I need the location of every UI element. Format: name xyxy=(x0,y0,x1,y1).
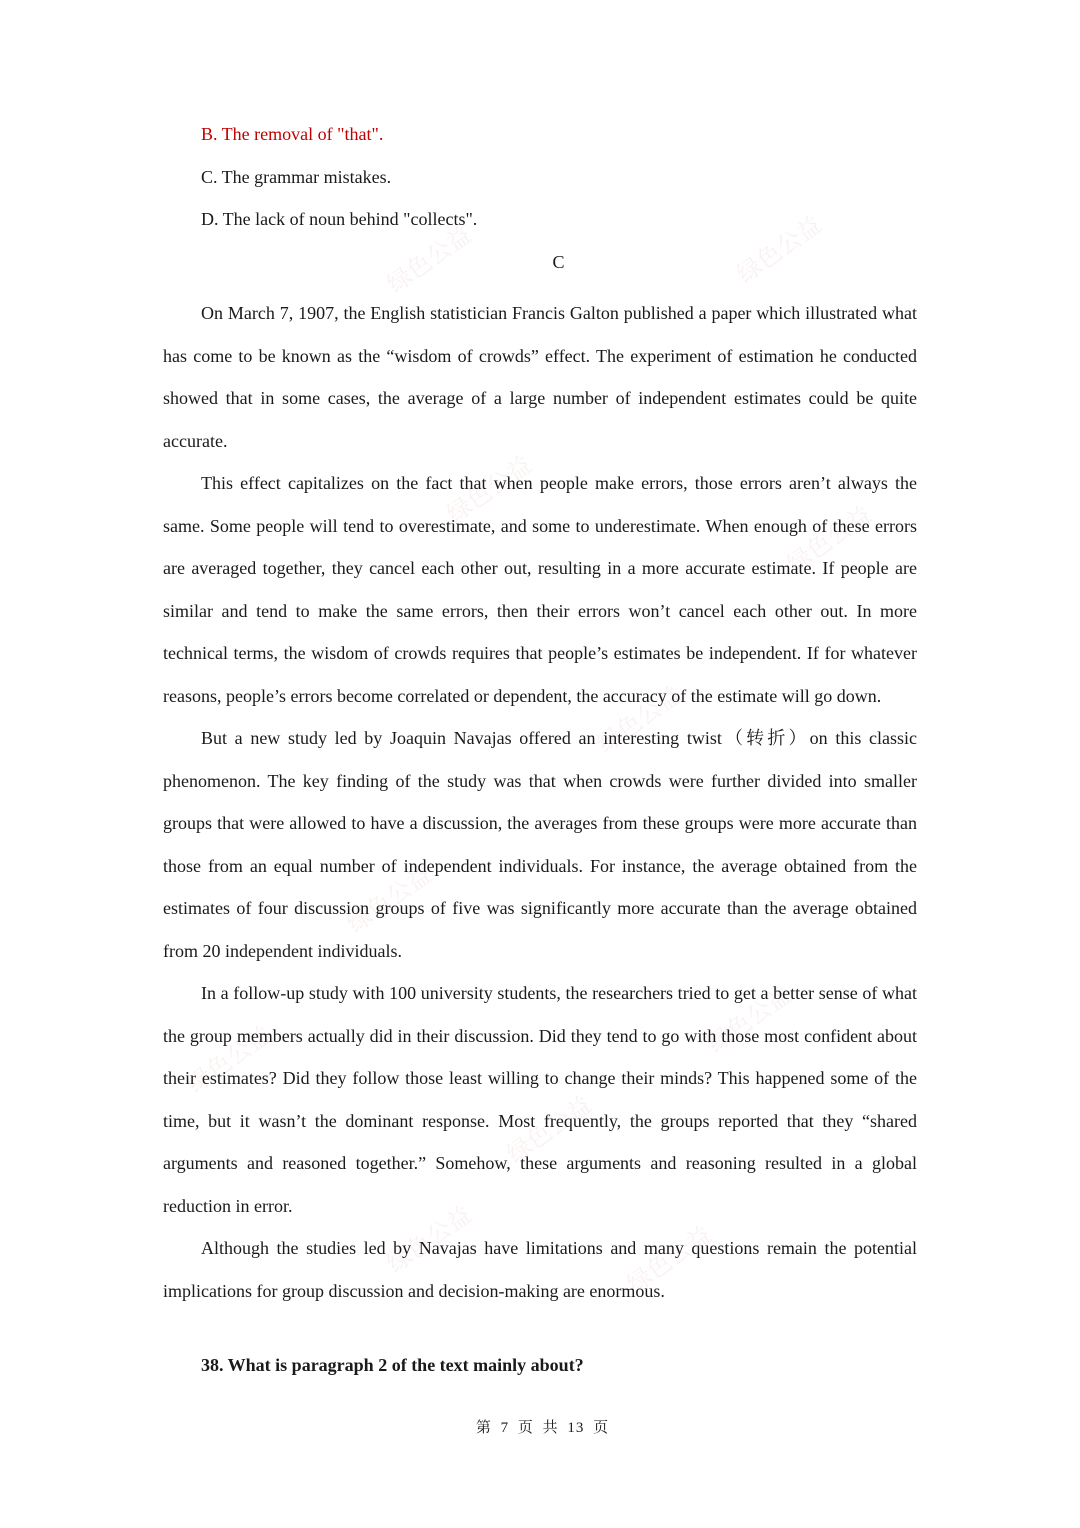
watermark: 绿色公益 xyxy=(382,1200,477,1279)
question-38: 38. What is paragraph 2 of the text mainly about? xyxy=(201,1355,584,1375)
watermark: 绿色公益 xyxy=(382,220,477,299)
watermark: 绿色公益 xyxy=(342,860,437,939)
watermark: 绿色公益 xyxy=(442,450,537,529)
passage-letter-heading: C xyxy=(552,252,565,272)
watermark: 绿色公益 xyxy=(502,1090,597,1169)
watermark: 绿色公益 xyxy=(702,980,797,1059)
paragraph-4: In a follow-up study with 100 university students, the researchers tried to get a better sense of what the group members actually did in their discussion. Did they tend to go with those most confident about their estimates? Did they follow those least willing to change their minds? This happened some of the time, but it wasn’t the dominant response. Most frequently, the groups reported that they “shared arguments and reasoned together.” Somehow, these arguments and reasoning resulted in a global reduction in error. xyxy=(163,983,917,1216)
watermark: 绿色公益 xyxy=(732,210,827,289)
paragraph-2: This effect capitalizes on the fact that when people make errors, those errors aren’t always the same. Some people will tend to overestimate, and some to underestimate. When enough of these errors are averaged together, they cancel each other out, resulting in a more accurate estimate. If people are similar and tend to make the same errors, then their errors won’t cancel each other out. In more technical terms, the wisdom of crowds requires that people’s estimates be independent. If for whatever reasons, people’s errors become correlated or dependent, the accuracy of the estimate will go down. xyxy=(163,473,917,706)
passage-body xyxy=(163,292,917,1312)
page-number-footer: 第 7 页 共 13 页 xyxy=(475,1420,610,1436)
paragraph-1: On March 7, 1907, the English statistician Francis Galton published a paper which illustrated what has come to be known as the “wisdom of crowds” effect. The experiment of estimation he conducted showed that in some cases, the average of a large number of independent estimates could be quite accurate. xyxy=(163,303,917,451)
paragraph-5: Although the studies led by Navajas have limitations and many questions remain the potential implications for group discussion and decision-making are enormous. xyxy=(163,1238,917,1301)
watermark: 绿色公益 xyxy=(182,1020,277,1099)
option-c: C. The grammar mistakes. xyxy=(201,167,392,187)
watermark: 绿色公益 xyxy=(622,1220,717,1299)
option-b-answer: B. The removal of "that". xyxy=(201,124,384,144)
paragraph-3: But a new study led by Joaquin Navajas offered an interesting twist（转折）on this classic phenomenon. The key finding of the study was that when crowds were further divided into smaller groups that were allowed to have a discussion, the averages from these groups were more accurate than those from an equal number of independent individuals. For instance, the average obtained from the estimates of four discussion groups of five was significantly more accurate than the average obtained from 20 independent individuals. xyxy=(163,728,917,961)
option-d: D. The lack of noun behind "collects". xyxy=(201,209,478,229)
watermark: 绿色公益 xyxy=(592,680,687,759)
watermark: 绿色公益 xyxy=(782,500,877,579)
